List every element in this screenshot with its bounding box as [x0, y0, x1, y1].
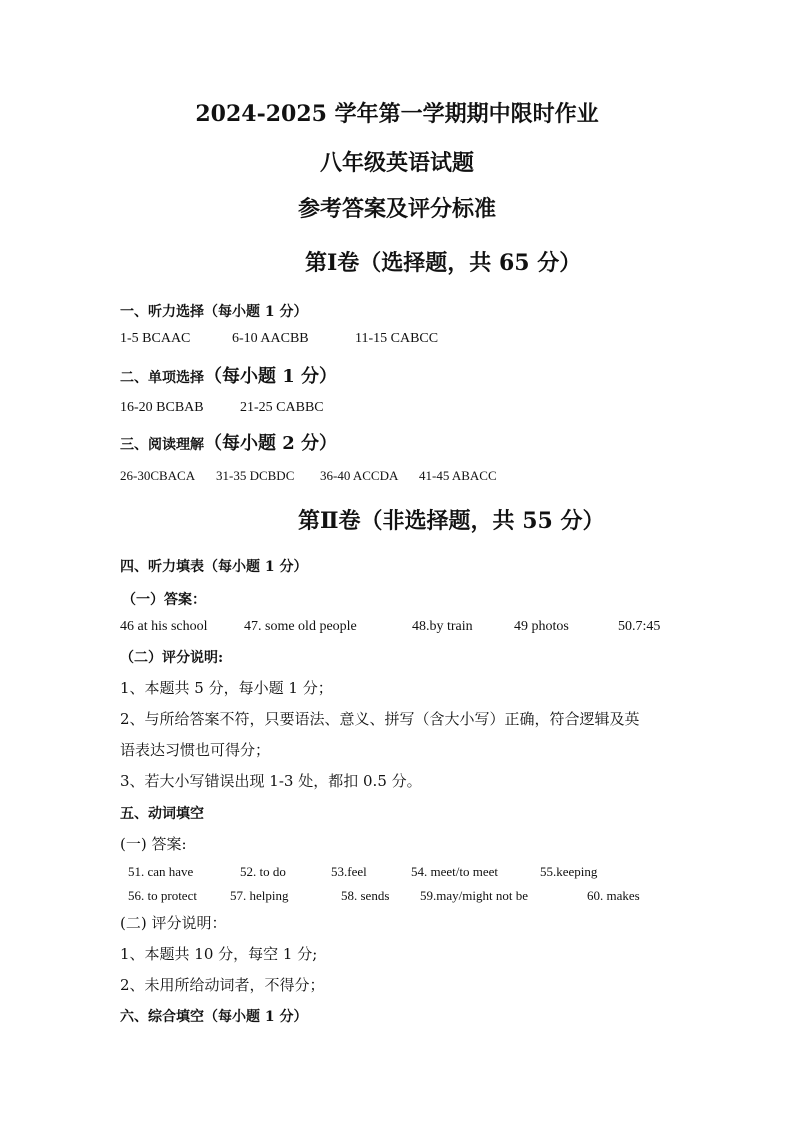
- answer-57: 57. helping: [230, 888, 289, 903]
- section3-score: （每小题 2 分）: [204, 433, 338, 454]
- answer-21-25: 21-25 CABBC: [240, 400, 324, 415]
- volume1-heading: 第Ⅰ卷（选择题，共 65 分）: [305, 250, 582, 276]
- answer-50: 50.7:45: [618, 619, 661, 634]
- section5-title: 五、动词填空: [120, 806, 204, 822]
- answer-60: 60. makes: [587, 888, 640, 903]
- answer-16-20: 16-20 BCBAB: [120, 400, 204, 415]
- answer-26-30: 26-30CBACA: [120, 468, 196, 483]
- section4-rule-1: 1、本题共 5 分，每小题 1 分；: [120, 679, 333, 697]
- answer-36-40: 36-40 ACCDA: [320, 468, 399, 483]
- section5-rule-2: 2、未用所给动词者，不得分；: [120, 976, 325, 994]
- section2-score: （每小题 1 分）: [204, 366, 338, 387]
- answer-56: 56. to protect: [128, 888, 197, 903]
- section5-answers-label: (一) 答案:: [120, 835, 187, 853]
- volume2-heading: 第Ⅱ卷（非选择题，共 55 分）: [298, 508, 605, 534]
- answer-47: 47. some old people: [244, 619, 357, 634]
- answer-59: 59.may/might not be: [420, 888, 528, 903]
- section5-rule-1: 1、本题共 10 分，每空 1 分;: [120, 945, 318, 963]
- section1-title: 一、听力选择（每小题 1 分）: [120, 304, 308, 320]
- section3-label: 三、阅读理解: [120, 437, 204, 453]
- doc-subtitle: 八年级英语试题: [319, 150, 474, 176]
- section6-title: 六、综合填空（每小题 1 分）: [120, 1009, 308, 1025]
- answer-46: 46 at his school: [120, 619, 208, 634]
- section4-answers-label: （一）答案：: [122, 592, 206, 608]
- section5-rules-label: (二) 评分说明：: [120, 914, 227, 932]
- section3-title: [120, 429, 337, 455]
- section4-rule-3: 3、若大小写错误出现 1-3 处，都扣 0.5 分。: [120, 772, 422, 790]
- section4-rules-label: （二）评分说明:: [120, 650, 224, 666]
- section2-title: [120, 362, 337, 388]
- answer-58: 58. sends: [341, 888, 390, 903]
- section2-label: 二、单项选择: [120, 370, 204, 386]
- answer-55: 55.keeping: [540, 864, 598, 879]
- answer-49: 49 photos: [514, 619, 569, 634]
- answer-41-45: 41-45 ABACC: [419, 468, 497, 483]
- answer-53: 53.feel: [331, 864, 367, 879]
- answer-31-35: 31-35 DCBDC: [216, 468, 295, 483]
- section4-rule-2-cont: 语表达习惯也可得分；: [120, 741, 271, 759]
- answer-54: 54. meet/to meet: [411, 864, 499, 879]
- answer-51: 51. can have: [128, 864, 194, 879]
- answer-11-15: 11-15 CABCC: [355, 331, 439, 346]
- section4-rule-2: 2、与所给答案不符，只要语法、意义、拼写（含大小写）正确，符合逻辑及英: [120, 710, 640, 728]
- doc-title: 2024-2025 学年第一学期期中限时作业: [195, 101, 599, 127]
- answer-1-5: 1-5 BCAAC: [120, 331, 191, 346]
- answer-48: 48.by train: [412, 619, 473, 634]
- answer-52: 52. to do: [240, 864, 286, 879]
- answer-6-10: 6-10 AACBB: [232, 331, 309, 346]
- doc-type: 参考答案及评分标准: [297, 196, 496, 222]
- section4-title: 四、听力填表（每小题 1 分）: [120, 559, 308, 575]
